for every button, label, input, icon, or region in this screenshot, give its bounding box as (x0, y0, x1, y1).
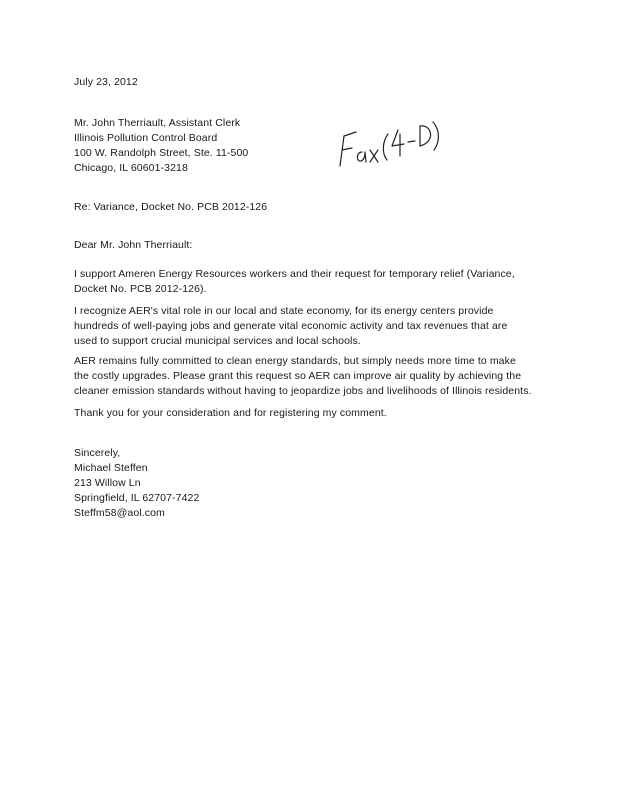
addressee-organization: Illinois Pollution Control Board (74, 132, 218, 144)
paragraph-support (74, 267, 514, 297)
paragraph-line: hundreds of well-paying jobs and generate vital economic activity and tax revenues that are (74, 320, 508, 332)
addressee-street: 100 W. Randolph Street, Ste. 11-500 (74, 147, 249, 159)
paragraph-line: the costly upgrades. Please grant this request so AER can improve air quality by achieving the (74, 370, 522, 382)
closing: Sincerely, (74, 447, 121, 459)
signer-street: 213 Willow Ln (74, 477, 141, 489)
signer-city: Springfield, IL 62707-7422 (74, 492, 200, 504)
paragraph-line: I support Ameren Energy Resources workers and their request for temporary relief (Variance, (74, 268, 515, 280)
letter-date (74, 75, 514, 90)
signer-email: Steffm58@aol.com (74, 507, 165, 519)
handwritten-fax-mark (332, 112, 442, 172)
salutation (74, 238, 514, 253)
paragraph-line: used to support crucial municipal services and local schools. (74, 335, 361, 347)
signer-name: Michael Steffen (74, 462, 148, 474)
paragraph-thanks (74, 406, 514, 421)
paragraph-economy (74, 304, 514, 349)
addressee-city: Chicago, IL 60601-3218 (74, 162, 188, 174)
re-line-text: Re: Variance, Docket No. PCB 2012-126 (74, 201, 268, 213)
paragraph-line: Docket No. PCB 2012-126). (74, 283, 207, 295)
paragraph-line: I recognize AER's vital role in our local and state economy, for its energy centers provide (74, 305, 494, 317)
paragraph-line: AER remains fully committed to clean energy standards, but simply needs more time to make (74, 355, 516, 367)
re-line (74, 200, 514, 215)
paragraph-line: cleaner emission standards without having to jeopardize jobs and livelihoods of Illinois residents. (74, 385, 532, 397)
salutation-text: Dear Mr. John Therriault: (74, 239, 193, 251)
signature-block (74, 446, 514, 521)
paragraph-commitment (74, 354, 532, 399)
addressee-name: Mr. John Therriault, Assistant Clerk (74, 117, 241, 129)
addressee-block (74, 116, 514, 176)
date-text: July 23, 2012 (74, 76, 138, 88)
paragraph-line: Thank you for your consideration and for registering my comment. (74, 407, 387, 419)
